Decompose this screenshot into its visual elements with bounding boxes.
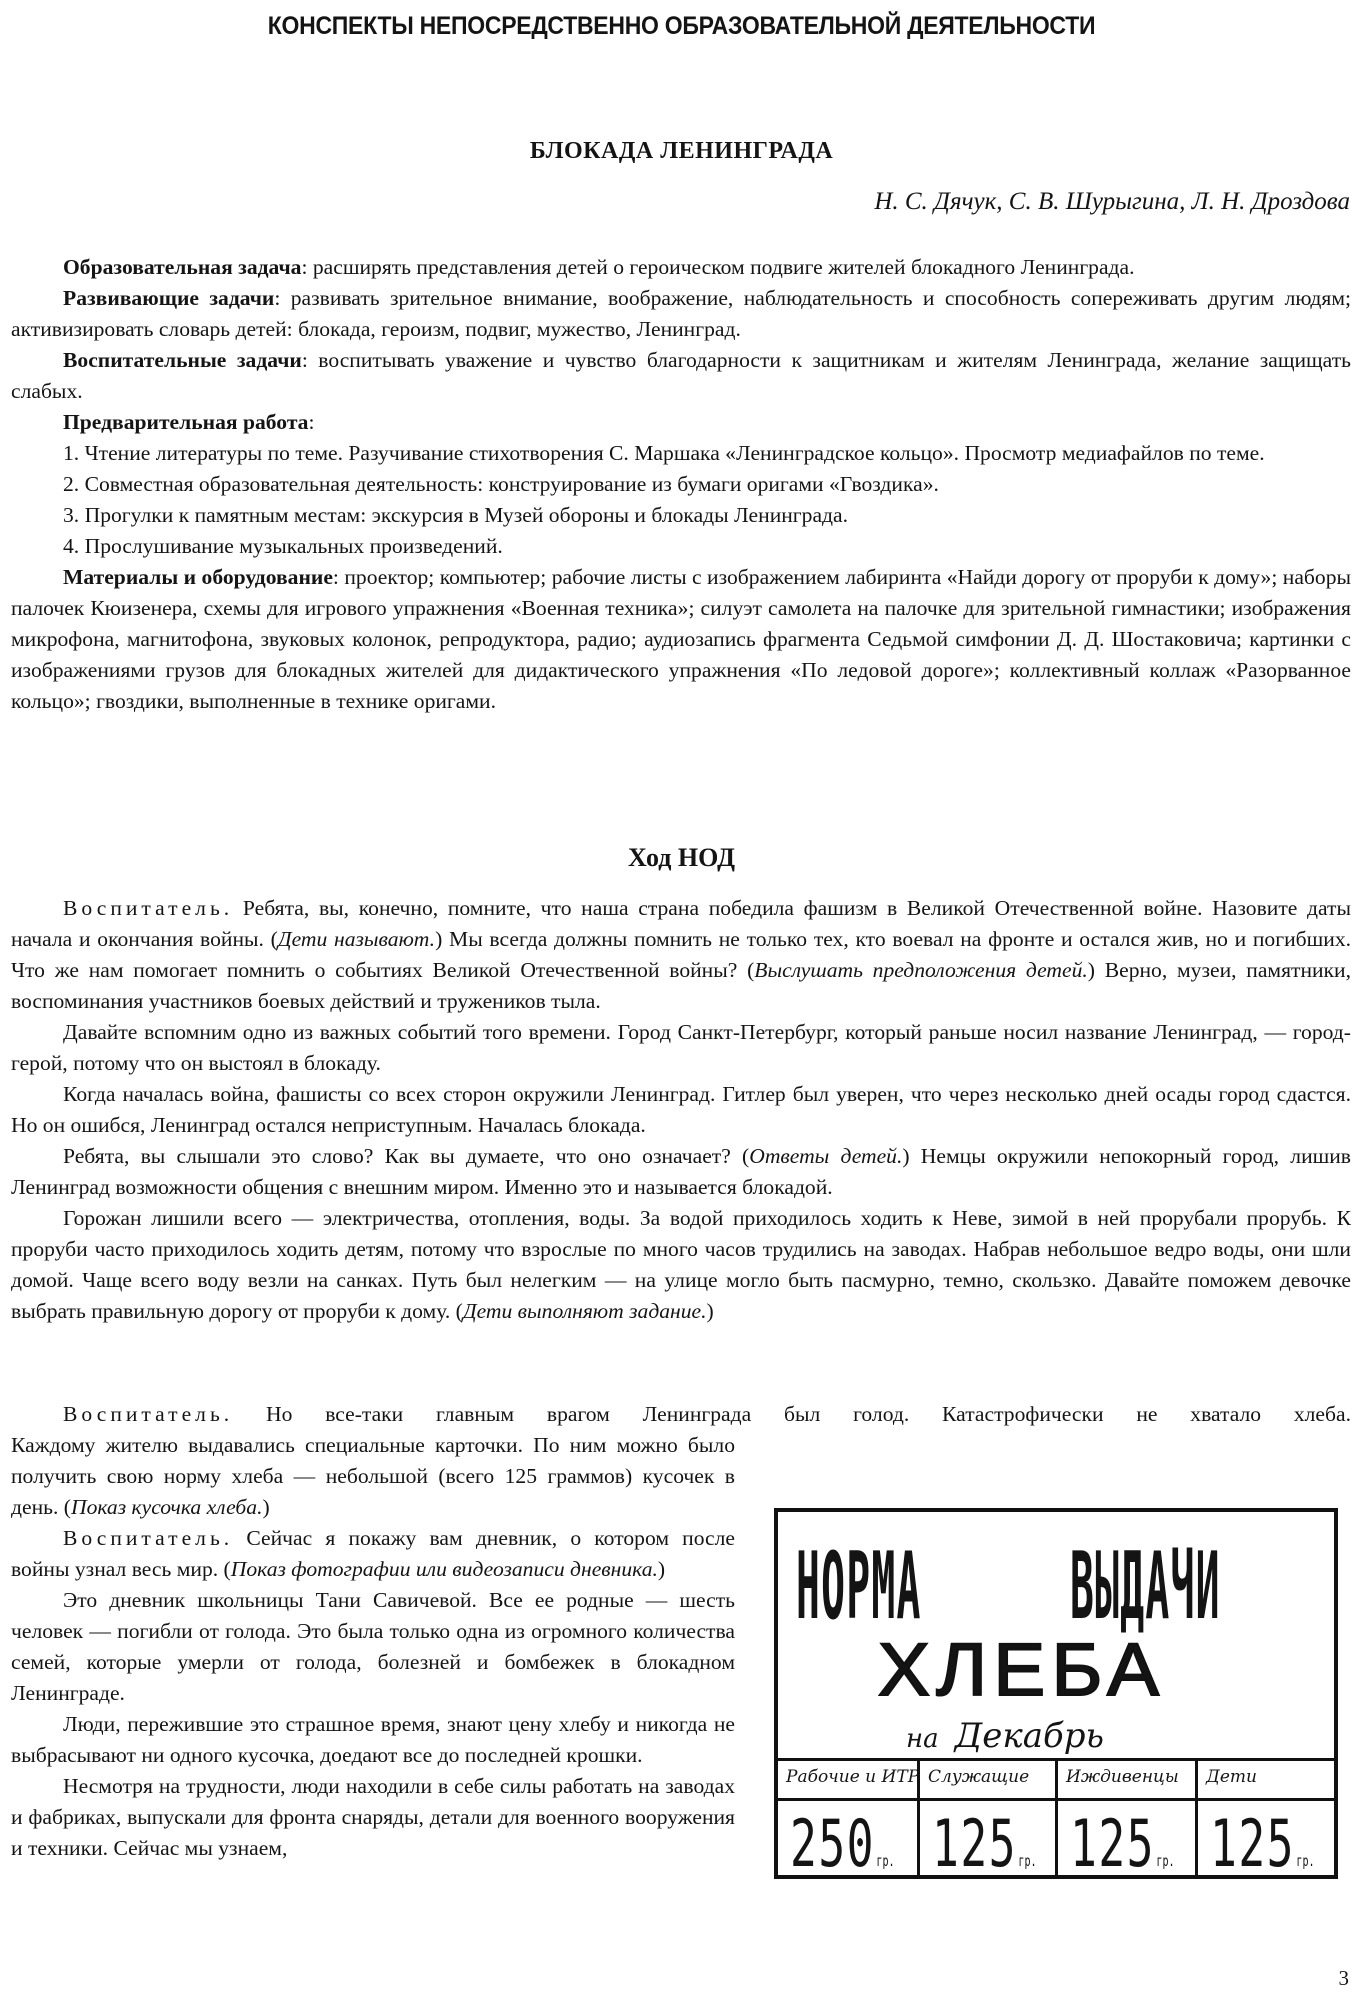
ration-category: Рабочие и ИТР (786, 1767, 920, 1787)
intro-section (11, 252, 1351, 717)
card-month: на Декабрь (906, 1716, 1105, 1756)
ration-table (778, 1758, 1334, 1882)
ration-value: 125гр. (932, 1805, 1037, 1882)
ration-category: Иждивенцы (1066, 1767, 1179, 1787)
ration-value: 125гр. (1070, 1805, 1175, 1882)
paragraph: Давайте вспомним одно из важных событий того времени. Город Санкт-Петербург, который раньше носил название Ленинград, — город-герой, потому что он выстоял в блокаду. (11, 1020, 1351, 1075)
card-title-right: ВЫДАЧИ (1070, 1534, 1221, 1642)
speaker-label: Воспитатель. (63, 1526, 234, 1550)
ration-value: 250гр. (790, 1805, 895, 1882)
ration-category: Служащие (928, 1767, 1030, 1787)
ration-column (920, 1761, 1058, 1882)
ration-category: Дети (1206, 1767, 1257, 1787)
educational-task: Образовательная задача: расширять представления детей о героическом подвиге жителей блокадного Ленинграда. (63, 255, 1135, 279)
preliminary-work: Предварительная работа: (63, 410, 315, 434)
upbringing-tasks: Воспитательные задачи: воспитывать уважение и чувство благодарности к защитникам и жителям Ленинграда, желание защищать слабых. (11, 348, 1351, 403)
paragraph: Несмотря на трудности, люди находили в себе силы работать на заводах и фабриках, выпускали для фронта снаряды, детали для военного вооружения и техники. Сейчас мы узнаем, (11, 1774, 735, 1860)
bread-ration-card (774, 1508, 1338, 1882)
paragraph: Ребята, вы слышали это слово? Как вы думаете, что оно означает? (Ответы детей.) Немцы окружили непокорный город, лишив Ленинград возможности общения с внешним миром. Именно это и называется блокадой. (11, 1144, 1351, 1199)
speaker-label: Воспитатель. (63, 1402, 234, 1426)
list-item: 3. Прогулки к памятным местам: экскурсия в Музей обороны и блокады Ленинграда. (63, 503, 849, 527)
narrow-text-column (11, 1430, 735, 1864)
list-item: 4. Прослушивание музыкальных произведений. (63, 534, 503, 558)
list-item: 2. Совместная образовательная деятельность: конструирование из бумаги оригами «Гвоздика». (63, 472, 939, 496)
materials: Материалы и оборудование: проектор; компьютер; рабочие листы с изображением лабиринта «Найди дорогу от проруби к дому»; наборы палочек Кюизенера, схемы для игрового упражнения «Военная техника»; силуэт самолета на палочке для зрительной гимнастики; изображения микрофона, магнитофона, звуковых колонок, репродуктора, радио; аудиозапись фрагмента Седьмой симфонии Д. Д. Шостаковича; картинки с изображениями грузов для блокадных жителей для дидактического упражнения «По ледовой дороге»; коллективный коллаж «Разорванное кольцо»; гвоздики, выполненные в технике оригами. (11, 565, 1351, 713)
page-number: 3 (1338, 1966, 1349, 1990)
ration-column (1198, 1761, 1334, 1882)
article-title: БЛОКАДА ЛЕНИНГРАДА (529, 138, 834, 164)
paragraph: Это дневник школьницы Тани Савичевой. Все ее родные — шесть человек — погибли от голода. Это была только одна из огромного количества семей, которые умерли от голода, болезней и бомбежек в блокадном Ленинграде. (11, 1588, 735, 1705)
ration-value: 125гр. (1210, 1805, 1315, 1882)
developmental-tasks: Развивающие задачи: развивать зрительное внимание, воображение, наблюдательность и способность сопереживать другим людям; активизировать словарь детей: блокада, героизм, подвиг, мужество, Ленинград. (11, 286, 1351, 341)
card-title-left: НОРМА (796, 1534, 922, 1642)
authors: Н. С. Дячук, С. В. Шурыгина, Л. Н. Дроздова (874, 188, 1350, 215)
ration-column (778, 1761, 920, 1882)
paragraph: Каждому жителю выдавались специальные карточки. По ним можно было получить свою норму хлеба — небольшой (всего 125 граммов) кусочек в день. (Показ кусочка хлеба.) (11, 1433, 735, 1519)
lesson-flow (11, 893, 1351, 1327)
speaker-label: Воспитатель. (63, 896, 234, 920)
paragraph: Люди, пережившие это страшное время, знают цену хлебу и никогда не выбрасывают ни одного кусочка, доедают все до последней крошки. (11, 1712, 735, 1767)
card-bread-label: ХЛЕБА (878, 1628, 1166, 1711)
running-header: КОНСПЕКТЫ НЕПОСРЕДСТВЕННО ОБРАЗОВАТЕЛЬНОЙ ДЕЯТЕЛЬНОСТИ (267, 12, 1096, 40)
paragraph: Воспитатель. Ребята, вы, конечно, помните, что наша страна победила фашизм в Великой Отечественной войне. Назовите даты начала и окончания войны. (Дети называют.) Мы всегда должны помнить не только тех, кто воевал на фронте и остался жив, но и погибших. Что же нам помогает помнить о событиях Великой Отечественной войны? (Выслушать предположения детей.) Верно, музеи, памятники, воспоминания участников боевых действий и тружеников тыла. (11, 896, 1352, 1013)
paragraph: Когда началась война, фашисты со всех сторон окружили Ленинград. Гитлер был уверен, что через несколько дней осады город сдастся. Но он ошибся, Ленинград остался неприступным. Началась блокада. (11, 1082, 1351, 1137)
paragraph: Воспитатель. Сейчас я покажу вам дневник, о котором после войны узнал весь мир. (Показ фотографии или видеозаписи дневника.) (11, 1526, 735, 1581)
ration-column (1058, 1761, 1198, 1882)
section-title: Ход НОД (628, 843, 735, 872)
paragraph: Воспитатель. Но все-таки главным врагом Ленинграда был голод. Катастрофически не хватало хлеба. (63, 1402, 1351, 1426)
list-item: 1. Чтение литературы по теме. Разучивание стихотворения С. Маршака «Ленинградское кольцо». Просмотр медиафайлов по теме. (63, 441, 1265, 465)
paragraph: Горожан лишили всего — электричества, отопления, воды. За водой приходилось ходить к Неве, зимой в ней прорубали прорубь. К проруби часто приходилось ходить детям, потому что взрослые по много часов трудились на заводах. Набрав небольшое ведро воды, они шли домой. Чаще всего воду везли на санках. Путь был нелегким — на улице могло быть пасмурно, темно, скользко. Давайте поможем девочке выбрать правильную дорогу от проруби к дому. (Дети выполняют задание.) (11, 1206, 1351, 1323)
